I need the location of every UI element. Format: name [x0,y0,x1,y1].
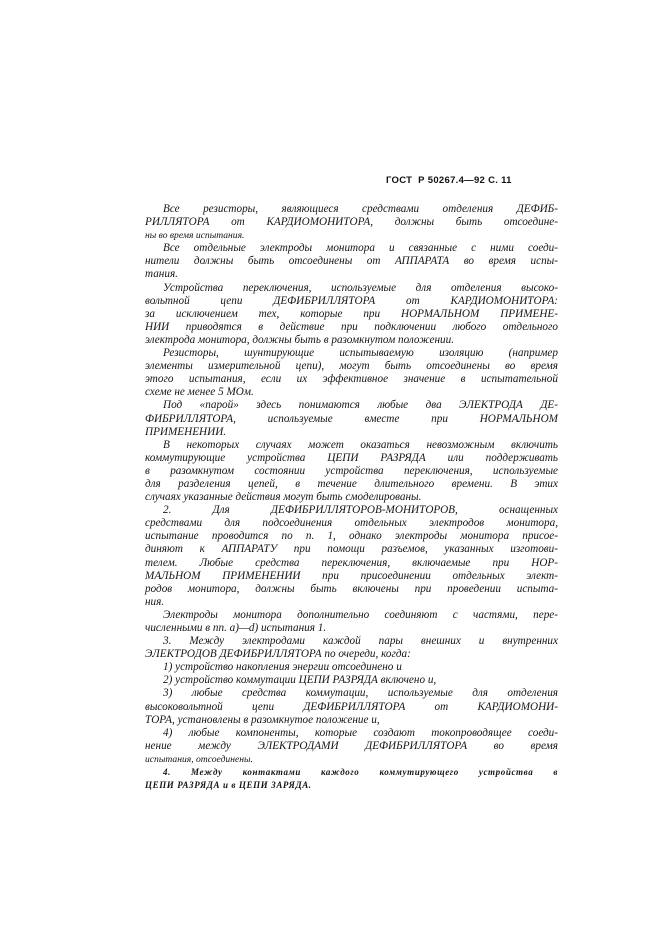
text-line: ЦЕПИ РАЗРЯДА и в ЦЕПИ ЗАРЯДА. [145,780,312,791]
text-line: В некоторых случаях может оказаться невозможным включить [163,438,558,451]
text-line: испытания, отсоединены. [145,753,253,765]
text-line: 4. Между контактами каждого коммутирующего устройства в [163,767,558,778]
text-line: 4) любые компоненты, которые создают токопроводящее соеди- [163,726,558,739]
text-line: тания. [145,268,178,281]
text-line: схеме не менее 5 МОм. [145,386,254,399]
text-line: численными в пп. а)—d) испытания 1. [145,622,327,634]
text-line: НИИ приводятся в действие при подключении любого отдельного [145,320,558,333]
body-text [145,203,558,792]
text-line: для разделения цепей, в течение длительного времени. В этих [145,477,558,490]
text-line: ния. [145,595,165,608]
text-line: 2. Для ДЕФИБРИЛЛЯТОРОВ-МОНИТОРОВ, оснащенных [163,504,558,517]
text-line: диняют к АППАРАТУ при помощи разъемов, указанных изготови- [145,543,558,556]
text-line: ТОРА, установлены в разомкнутое положение и, [145,713,380,726]
text-line: ЭЛЕКТРОДОВ ДЕФИБРИЛЛЯТОРА по очереди, когда: [145,648,411,661]
text-line: в разомкнутом состоянии устройства переключения, используемые [145,464,558,477]
running-header: ГОСТ Р 50267.4—92 С. 11 [386,175,512,186]
text-line: родов монитора, должны быть включены при проведении испыта- [145,582,558,595]
text-line: 3) любые средства коммутации, используемые для отделения [163,687,558,700]
text-line: 1) устройство накопления энергии отсоединено и [163,661,402,674]
text-line: телем. Любые средства переключения, включаемые при НОР- [145,556,558,569]
text-line: Резисторы, шунтирующие испытываемую изоляцию (например [163,347,558,360]
text-line: ФИБРИЛЛЯТОРА, используемые вместе при НОРМАЛЬНОМ [145,412,558,425]
text-line: этого испытания, если их эффективное значение в испытательной [145,373,558,386]
text-line: Все резисторы, являющиеся средствами отделения ДЕФИБ- [163,203,558,215]
text-line: элементы измерительной цепи), могут быть отсоединены во время [145,360,558,373]
text-line: нители должны быть отсоединены от АППАРАТА во время испы- [145,255,558,268]
text-line: вольтной цепи ДЕФИБРИЛЛЯТОРА от КАРДИОМОНИТОРА: [145,294,558,307]
text-line: ны во время испытания. [145,230,245,242]
text-line: ПРИМЕНЕНИИ. [145,425,227,438]
text-line: нение между ЭЛЕКТРОДАМИ ДЕФИБРИЛЛЯТОРА во время [145,739,558,752]
text-line: 2) устройство коммутации ЦЕПИ РАЗРЯДА включено и, [163,674,437,687]
text-line: электрода монитора, должны быть в разомкнутом положении. [145,333,455,346]
text-line: 3. Между электродами каждой пары внешних и внутренних [163,635,558,648]
text-line: случаях указанные действия могут быть смоделированы. [145,491,422,504]
text-line: высоковольтной цепи ДЕФИБРИЛЛЯТОРА от КАРДИОМОНИ- [145,700,558,713]
text-line: средствами для подсоединения отдельных электродов монитора, [145,517,558,530]
text-line: МАЛЬНОМ ПРИМЕНЕНИИ при присоединении отдельных элект- [145,569,558,582]
text-line: коммутирующие устройства ЦЕПИ РАЗРЯДА или поддерживать [145,451,558,464]
text-line: испытание проводится по п. 1, однако электроды монитора присое- [145,530,558,543]
text-line: за исключением тех, которые при НОРМАЛЬНОМ ПРИМЕНЕ- [145,307,558,320]
text-line: Устройства переключения, используемые для отделения высоко- [163,281,558,294]
text-line: Электроды монитора дополнительно соединяют с частями, пере- [163,608,558,621]
text-line: РИЛЛЯТОРА от КАРДИОМОНИТОРА, должны быть отсоедине- [145,216,558,229]
text-line: Под «парой» здесь понимаются любые два ЭЛЕКТРОДА ДЕ- [163,399,558,412]
text-line: Все отдельные электроды монитора и связанные с ними соеди- [163,242,558,255]
